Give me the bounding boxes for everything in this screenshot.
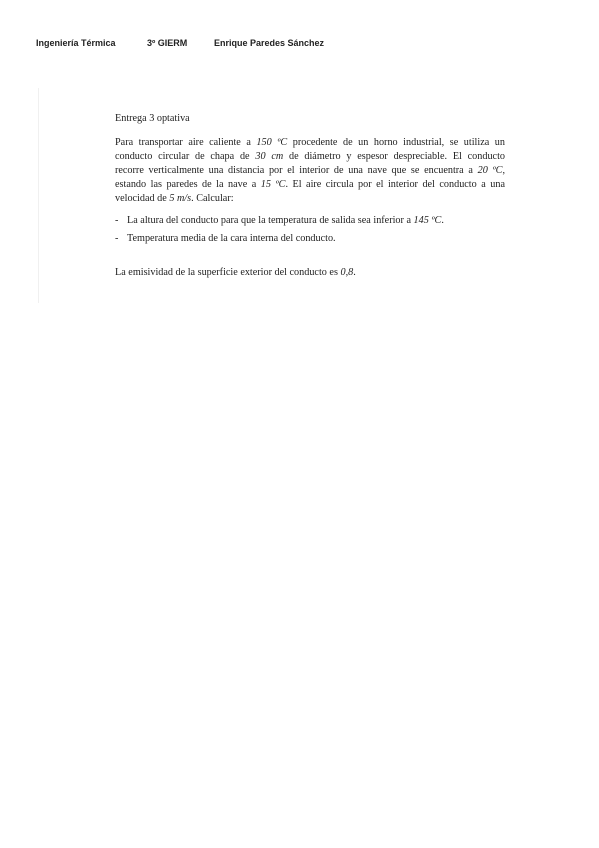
header-subject: Ingeniería Térmica xyxy=(36,38,116,48)
statement-line-5: velocidad de 5 m/s. Calcular: xyxy=(115,193,234,204)
header-course: 3º GIERM xyxy=(147,38,188,48)
inlet-temperature: 150 ºC xyxy=(256,137,288,148)
wall-temperature: 15 ºC xyxy=(260,179,286,190)
document-title: Entrega 3 optativa xyxy=(115,113,190,124)
list-item xyxy=(115,232,505,246)
emissivity-note: La emisividad de la superficie exterior del conducto es 0,8. xyxy=(115,267,356,278)
document-body xyxy=(115,112,505,280)
header-author: Enrique Paredes Sánchez xyxy=(214,38,325,48)
statement-line-2: conducto circular de chapa de 30 cm de diámetro y espesor despreciable. El conducto xyxy=(115,151,505,162)
bullet-dash: - xyxy=(115,233,119,244)
statement-line-1: Para transportar aire caliente a 150 ºC procedente de un horno industrial, se utiliza un xyxy=(115,137,505,148)
list-item: - La altura del conducto para que la temperatura de salida sea inferior a 145 ºC. xyxy=(115,215,444,226)
problem-statement xyxy=(115,136,505,206)
statement-line-3: recorre verticalmente una distancia por el interior de una nave que se encuentra a 20 ºC, xyxy=(115,165,505,176)
emissivity-value: 0,8 xyxy=(340,267,354,278)
hall-air-temperature: 20 ºC xyxy=(477,165,503,176)
task-2-text: Temperatura media de la cara interna del conducto. xyxy=(127,233,336,244)
duct-diameter: 30 cm xyxy=(255,151,284,162)
task-list xyxy=(115,214,505,246)
scan-edge-divider xyxy=(38,88,39,303)
bullet-dash: - xyxy=(115,215,119,226)
outlet-temperature: 145 ºC xyxy=(413,215,442,226)
air-velocity: 5 m/s xyxy=(169,193,192,204)
statement-line-4: estando las paredes de la nave a 15 ºC. El aire circula por el interior del conducto a una xyxy=(115,179,505,190)
